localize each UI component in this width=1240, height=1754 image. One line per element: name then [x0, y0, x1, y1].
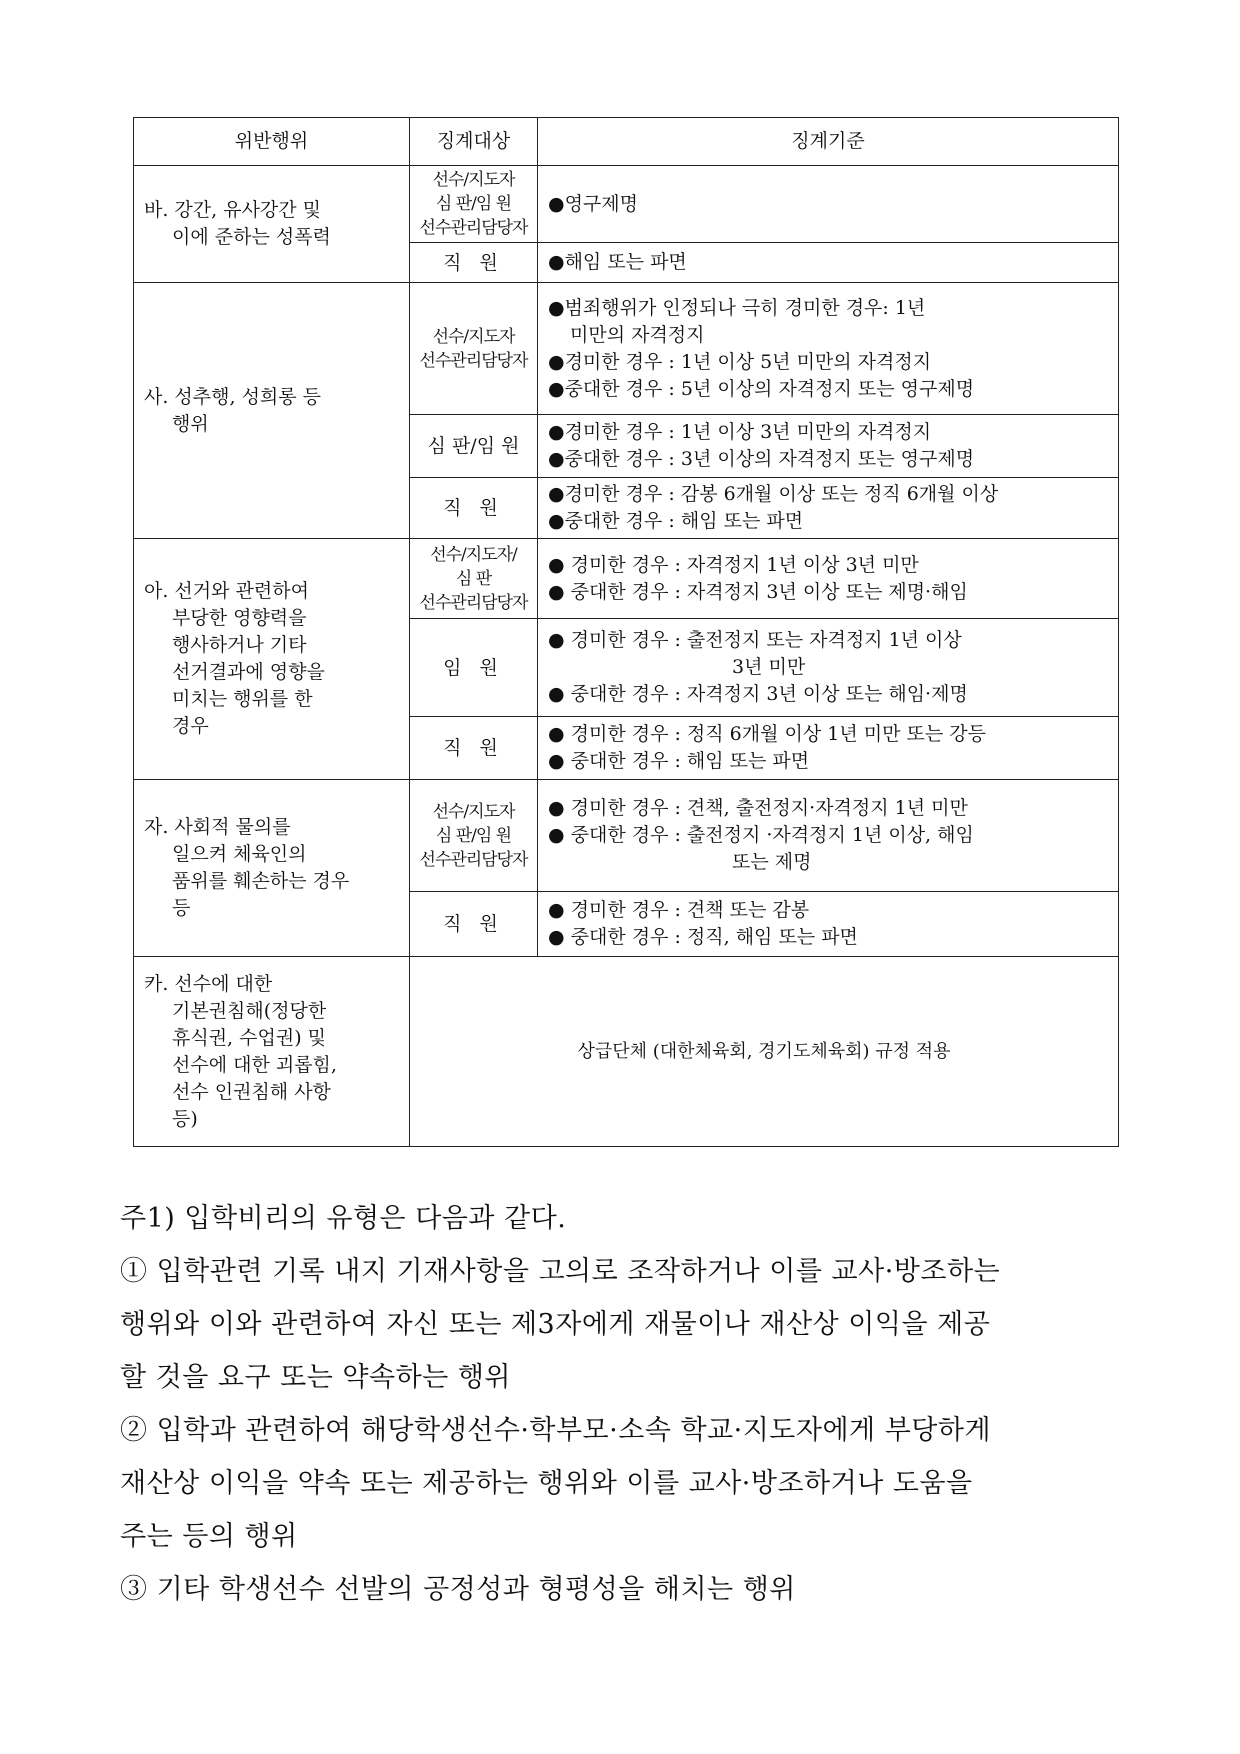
notes-line: 할 것을 요구 또는 약속하는 행위	[120, 1362, 511, 1393]
violation-line: 카. 선수에 대한	[144, 972, 273, 995]
target-line: 심 판	[455, 568, 492, 589]
criteria-cell	[538, 539, 1119, 619]
notes-line: 행위와 이와 관련하여 자신 또는 제3자에게 재물이나 재산상 이익을 제공	[120, 1309, 991, 1340]
target-line: 선수관리담당자	[419, 592, 528, 613]
criteria-line: ● 경미한 경우 : 정직 6개월 이상 1년 미만 또는 강등	[548, 723, 986, 745]
table-row	[134, 957, 1119, 1147]
span-rule-cell: 상급단체 (대한체육회, 경기도체육회) 규정 적용	[410, 957, 1119, 1147]
target-line: 선수/지도자/	[430, 544, 517, 565]
violation-line: 자. 사회적 물의를	[144, 816, 291, 838]
target-line: 심 판/임 원	[435, 825, 512, 846]
violation-line: 부당한 영향력을	[172, 607, 307, 629]
notes-line: ① 입학관련 기록 내지 기재사항을 고의로 조작하거나 이를 교사·방조하는	[120, 1256, 1001, 1287]
criteria-line: ● 경미한 경우 : 출전정지 또는 자격정지 1년 이상	[548, 629, 962, 651]
target-cell: 직 원	[410, 478, 538, 539]
table-header-row	[134, 118, 1119, 166]
target-line: 심 판/임 원	[435, 194, 512, 214]
criteria-line: ● 경미한 경우 : 견책, 출전정지·자격정지 1년 미만	[548, 797, 968, 819]
criteria-line: ●중대한 경우 : 5년 이상의 자격정지 또는 영구제명	[548, 377, 975, 400]
table-row	[134, 283, 1119, 415]
violation-line: 등)	[172, 1107, 198, 1130]
target-cell	[410, 780, 538, 892]
criteria-cell	[538, 243, 1119, 283]
notes-title: 주1) 입학비리의 유형은 다음과 같다.	[120, 1203, 567, 1234]
violation-line: 사. 성추행, 성희롱 등	[144, 385, 322, 408]
target-cell: 직 원	[410, 243, 538, 283]
notes-line: 재산상 이익을 약속 또는 제공하는 행위와 이를 교사·방조하거나 도움을	[120, 1468, 973, 1499]
violation-cell	[134, 166, 410, 283]
violation-cell	[134, 780, 410, 957]
criteria-line: ●중대한 경우 : 해임 또는 파면	[548, 510, 804, 532]
criteria-cell	[538, 892, 1119, 957]
criteria-line: ●중대한 경우 : 3년 이상의 자격정지 또는 영구제명	[548, 448, 975, 470]
notes-line: ② 입학과 관련하여 해당학생선수·학부모·소속 학교·지도자에게 부당하게	[120, 1415, 992, 1446]
table-row	[134, 166, 1119, 243]
criteria-cell	[538, 415, 1119, 478]
criteria-line: ● 중대한 경우 : 해임 또는 파면	[548, 750, 810, 772]
criteria-line: ● 중대한 경우 : 자격정지 3년 이상 또는 제명·해임	[548, 580, 968, 603]
criteria-line: ● 경미한 경우 : 견책 또는 감봉	[548, 899, 810, 921]
violation-cell	[134, 283, 410, 539]
notes-line: 주는 등의 행위	[120, 1521, 298, 1552]
violation-line: 미치는 행위를 한	[172, 688, 313, 710]
criteria-cell	[538, 780, 1119, 892]
criteria-cell	[538, 717, 1119, 780]
target-line: 선수관리담당자	[419, 218, 528, 238]
target-cell	[410, 539, 538, 619]
violation-line: 품위를 훼손하는 경우	[172, 870, 350, 892]
criteria-line: ●경미한 경우 : 1년 이상 3년 미만의 자격정지	[548, 421, 932, 443]
target-cell: 임 원	[410, 619, 538, 717]
target-line: 선수/지도자	[432, 170, 515, 190]
violation-line: 선거결과에 영향을	[172, 661, 325, 683]
criteria-line: ● 중대한 경우 : 출전정지 ·자격정지 1년 이상, 해임	[548, 824, 974, 846]
target-line: 선수관리담당자	[419, 849, 528, 870]
criteria-cell	[538, 478, 1119, 539]
notes-section	[120, 1192, 1120, 1616]
criteria-line: ●경미한 경우 : 1년 이상 5년 미만의 자격정지	[548, 350, 932, 373]
violation-line: 아. 선거와 관련하여	[144, 580, 309, 602]
discipline-table	[133, 117, 1119, 1147]
violation-cell	[134, 957, 410, 1147]
table-row	[134, 780, 1119, 892]
criteria-cell	[538, 283, 1119, 415]
criteria-line: ●경미한 경우 : 감봉 6개월 이상 또는 정직 6개월 이상	[548, 483, 999, 505]
violation-cell	[134, 539, 410, 780]
target-cell: 심 판/임 원	[410, 415, 538, 478]
header-target: 징계대상	[410, 118, 538, 166]
table-row	[134, 539, 1119, 619]
header-criteria: 징계기준	[538, 118, 1119, 166]
header-violation: 위반행위	[134, 118, 410, 166]
violation-line: 선수 인권침해 사항	[172, 1080, 331, 1103]
violation-line: 경우	[172, 715, 209, 737]
violation-line: 이에 준하는 성폭력	[172, 226, 331, 248]
target-cell: 직 원	[410, 892, 538, 957]
notes-line: ③ 기타 학생선수 선발의 공정성과 형평성을 해치는 행위	[120, 1574, 796, 1605]
violation-line: 등	[172, 897, 191, 919]
target-line: 선수관리담당자	[419, 350, 528, 371]
violation-line: 기본권침해(정당한	[172, 999, 327, 1022]
target-line: 선수/지도자	[432, 326, 515, 347]
criteria-line: ● 경미한 경우 : 자격정지 1년 이상 3년 미만	[548, 553, 919, 576]
criteria-line: ● 중대한 경우 : 자격정지 3년 이상 또는 해임·제명	[548, 683, 968, 705]
criteria-line: 3년 미만	[732, 656, 806, 678]
criteria-line: ●범죄행위가 인정되나 극히 경미한 경우: 1년	[548, 296, 926, 319]
target-cell	[410, 283, 538, 415]
criteria-line: ●영구제명	[548, 192, 638, 215]
criteria-line: ●해임 또는 파면	[548, 251, 687, 273]
violation-line: 행위	[172, 412, 209, 435]
criteria-line: ● 중대한 경우 : 정직, 해임 또는 파면	[548, 926, 858, 948]
target-line: 선수/지도자	[432, 801, 515, 822]
violation-line: 행사하거나 기타	[172, 634, 307, 656]
criteria-line: 또는 제명	[732, 851, 812, 873]
criteria-line: 미만의 자격정지	[570, 323, 705, 346]
violation-line: 일으켜 체육인의	[172, 843, 307, 865]
target-cell	[410, 166, 538, 243]
violation-line: 선수에 대한 괴롭힘,	[172, 1053, 337, 1076]
violation-line: 바. 강간, 유사강간 및	[144, 199, 322, 221]
violation-line: 휴식권, 수업권) 및	[172, 1026, 327, 1049]
criteria-cell	[538, 619, 1119, 717]
target-cell: 직 원	[410, 717, 538, 780]
criteria-cell	[538, 166, 1119, 243]
